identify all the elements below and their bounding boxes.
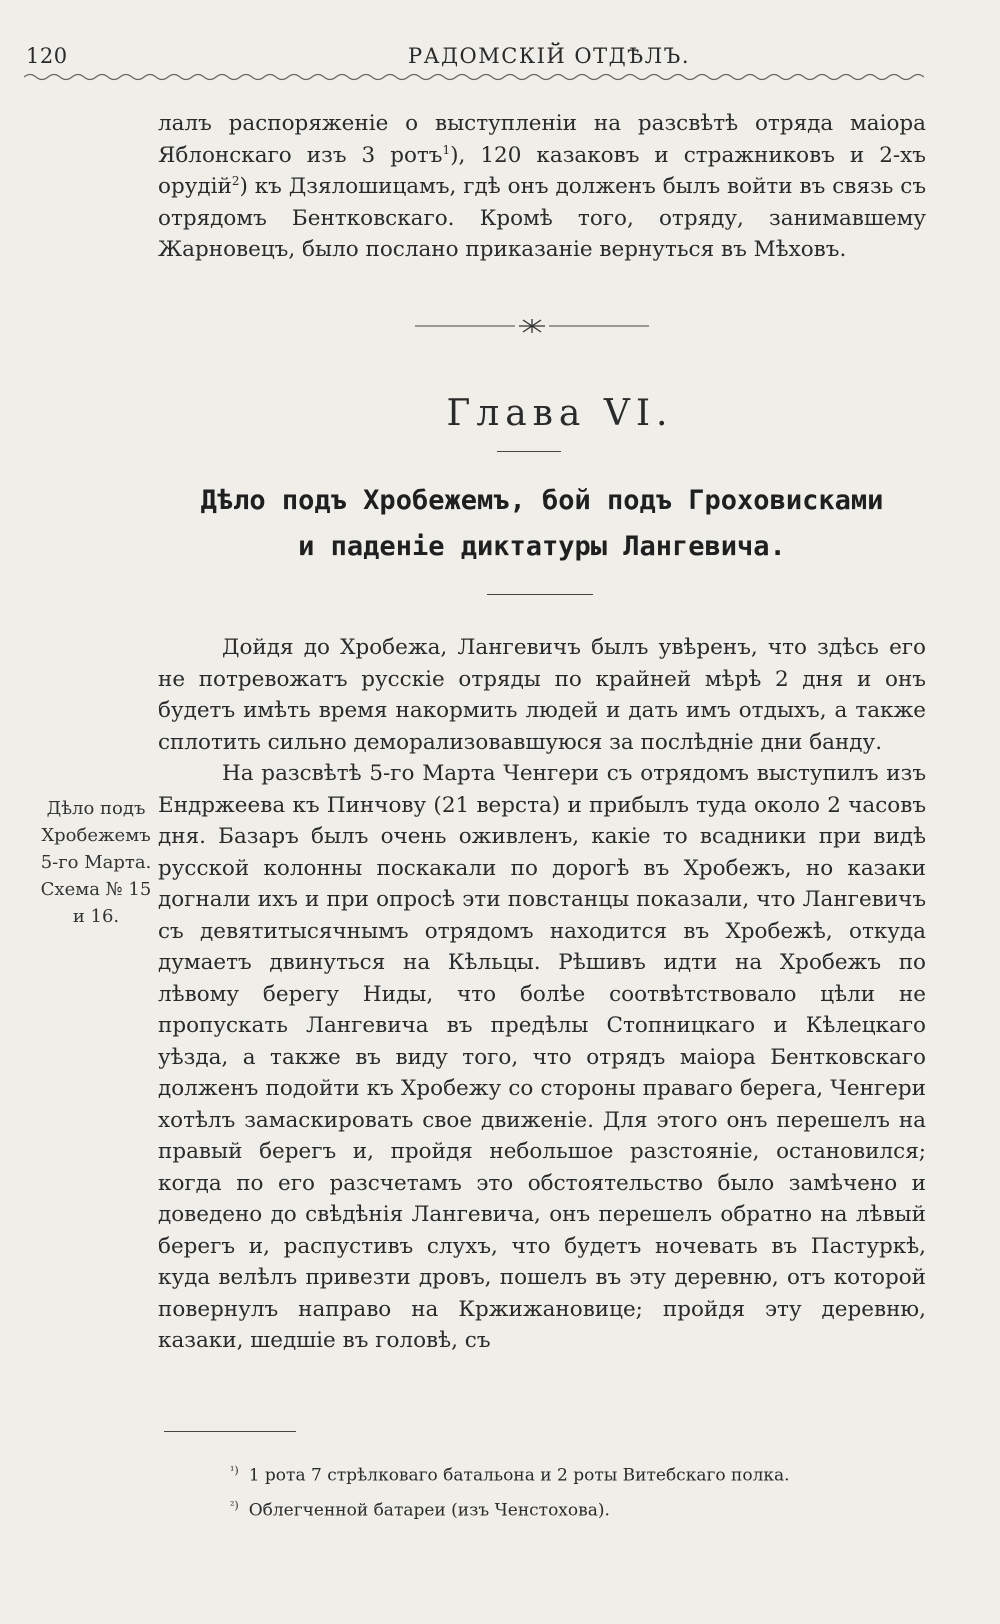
margin-note-line: Схема № 15 [40,879,152,900]
footnote-text: 1 рота 7 стрѣлковаго батальона и 2 роты Витебскаго полка. [248,1465,790,1486]
chapter-title [152,478,932,570]
wavy-header-rule [24,72,924,82]
margin-note-line: 5-го Марта. [40,852,152,873]
margin-note-line: Хробежемъ [41,825,151,846]
title-rule [487,594,593,595]
footnote-mark: ²) [230,1498,239,1512]
ornamental-divider [415,318,649,334]
continuation-text-a: лалъ распоряженіе о выступленіи на разсвѣтѣ отряда маіора Яблонскаго изъ 3 ротъ [158,111,926,168]
running-title: РАДОМСКІЙ ОТДѢЛЪ. [407,44,691,68]
footnote-ref-2[interactable]: 2 [231,173,240,188]
continuation-text-b: ), 120 казаковъ и стражниковъ и 2-хъ орудій [158,142,926,199]
running-head [24,44,924,74]
footnote-mark: ¹) [230,1464,239,1477]
continuation-paragraph [158,108,926,266]
margin-note-line: Дѣло подъ [46,798,146,819]
chapter-title-line-2: и паденіе диктатуры Лангевича. [298,531,786,562]
paragraph: Дойдя до Хробежа, Лангевичъ былъ увѣренъ, что здѣсь его не потревожатъ русскіе отряды по крайней мѣрѣ 2 дня и онъ будетъ имѣть время накормить людей и дать имъ отдыхъ, а также сплотить сильно деморализовавшуюся за послѣдніе дни банду. [158,635,926,755]
footnote-ref-1[interactable]: 1 [442,142,451,157]
footnotes [230,1456,930,1525]
margin-note [36,795,156,930]
continuation-text-c: ) къ Дзялошицамъ, гдѣ онъ долженъ былъ войти въ связь съ отрядомъ Бентковскаго. Кромѣ того, отряду, занимавшему Жарновецъ, было послано приказаніе вернуться въ Мѣховъ. [158,174,926,262]
footnote-2 [230,1491,930,1526]
chapter-number: Глава VI. [446,393,674,434]
margin-note-line: и 16. [72,906,120,927]
paragraph: На разсвѣтѣ 5-го Марта Ченгери съ отрядомъ выступилъ изъ Ендржеева къ Пинчову (21 верста) и прибылъ туда около 2 часовъ дня. Базаръ былъ очень оживленъ, какіе то всадники при видѣ русской колонны поскакали по дорогѣ въ Хробежъ, но казаки догнали ихъ и при опросѣ эти повстанцы показали, что Лангевичъ съ девятитысячнымъ отрядомъ находится въ Хробежѣ, откуда думаетъ двинуться на Кѣльцы. Рѣшивъ идти на Хробежъ по лѣвому берегу Ниды, что болѣе соотвѣтствовало цѣли не пропускать Лангевича въ предѣлы Стопницкаго и Кѣлецкаго уѣзда, а также въ виду того, что отрядъ маіора Бентковскаго долженъ подойти къ Хробежу со стороны праваго берега, Ченгери хотѣлъ замаскировать свое движеніе. Для этого онъ перешелъ на правый берегъ и, пройдя небольшое разстояніе, остановился; когда по его разсчетамъ это обстоятельство было замѣчено и доведено до свѣдѣнія Лангевича, онъ перешелъ обратно на лѣвый берегъ и, распустивъ слухъ, что будетъ ночевать въ Пастуркѣ, куда велѣлъ привезти дровъ, пошелъ въ эту деревню, отъ которой повернулъ направо на Кржижановице; пройдя эту деревню, казаки, шедшіе въ головѣ, съ [158,761,926,1353]
footnote-text: Облегченной батареи (изъ Ченстохова). [248,1500,610,1521]
footnote-rule [164,1431,296,1432]
page-number: 120 [26,44,68,68]
chapter-rule [497,451,561,452]
footnote-1 [230,1456,930,1491]
chapter-title-line-1: Дѣло подъ Хробежемъ, бой подъ Гроховисками [200,485,884,516]
main-text [158,632,926,1357]
